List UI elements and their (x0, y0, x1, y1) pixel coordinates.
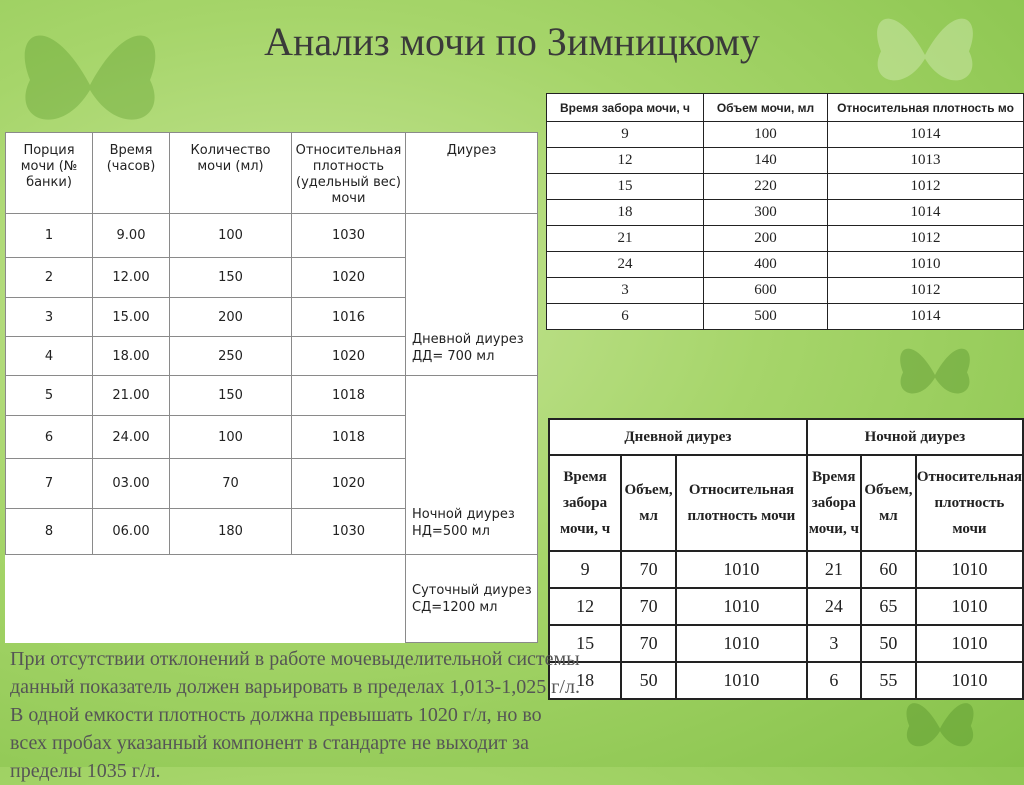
explanatory-note: При отсутствии отклонений в работе мочевыделительной системы данный показатель должен варьировать в пределах 1,013-1,025 г/л. В одной емкости плотность должна превышать 1020 г/л, но во всех пробах указанный компонент в стандарте не выходит за пределы 1035 г/л. (10, 648, 580, 782)
table-row (6, 555, 538, 643)
header-volume: Объем мочи, мл (704, 94, 828, 122)
cell: 18 (549, 662, 621, 699)
cell: 12 (547, 148, 704, 174)
header-time: Время (часов) (93, 133, 170, 214)
cell: 1010 (916, 588, 1023, 625)
cell: 150 (170, 376, 292, 416)
cell: 1012 (828, 226, 1024, 252)
table-row (547, 304, 1024, 330)
cell: 1012 (828, 174, 1024, 200)
cell: 18 (547, 200, 704, 226)
day-diuresis-cell: Дневной диурез ДД= 700 мл (406, 214, 538, 376)
cell: 100 (170, 214, 292, 258)
cell: 1010 (916, 625, 1023, 662)
cell: 100 (704, 122, 828, 148)
cell: 1014 (828, 304, 1024, 330)
cell: 200 (170, 298, 292, 337)
cell: 18.00 (93, 337, 170, 376)
cell: 1018 (292, 416, 406, 459)
cell: 600 (704, 278, 828, 304)
cell: 1 (6, 214, 93, 258)
cell: 21 (807, 551, 861, 588)
cell: 24 (807, 588, 861, 625)
header-portion: Порция мочи (№ банки) (6, 133, 93, 214)
cell: 12.00 (93, 258, 170, 298)
day-night-diuresis-table (548, 418, 1024, 700)
cell: 4 (6, 337, 93, 376)
cell: 1010 (676, 662, 807, 699)
table-row (6, 376, 538, 416)
cell: 3 (807, 625, 861, 662)
cell: 15 (547, 174, 704, 200)
cell: 24 (547, 252, 704, 278)
butterfly-decoration-icon (890, 690, 990, 767)
cell: 220 (704, 174, 828, 200)
cell: 7 (6, 459, 93, 509)
table-row (547, 252, 1024, 278)
cell: 150 (170, 258, 292, 298)
table-row (547, 174, 1024, 200)
cell: 1010 (676, 625, 807, 662)
slide-title: Анализ мочи по Зимницкому (264, 19, 760, 64)
cell: 24.00 (93, 416, 170, 459)
cell: 50 (621, 662, 676, 699)
cell: 1010 (828, 252, 1024, 278)
cell: 9 (547, 122, 704, 148)
sub-header: Относительная плотность мочи (676, 455, 807, 551)
table-row (549, 551, 1023, 588)
night-diuresis-cell: Ночной диурез НД=500 мл (406, 376, 538, 555)
cell: 200 (704, 226, 828, 252)
cell: 70 (621, 625, 676, 662)
cell: 9 (549, 551, 621, 588)
cell: 250 (170, 337, 292, 376)
cell: 21.00 (93, 376, 170, 416)
cell: 100 (170, 416, 292, 459)
cell: 1014 (828, 200, 1024, 226)
table-row (549, 588, 1023, 625)
cell: 1010 (916, 551, 1023, 588)
table-row (549, 625, 1023, 662)
cell: 15 (549, 625, 621, 662)
sub-header: Время забора мочи, ч (807, 455, 861, 551)
header-diuresis: Диурез (406, 133, 538, 214)
sub-header: Время забора мочи, ч (549, 455, 621, 551)
urine-collection-table (546, 93, 1024, 330)
cell: 1010 (676, 588, 807, 625)
zimnitsky-results-table (5, 132, 538, 643)
header-density: Относительная плотность (удельный вес) мочи (292, 133, 406, 214)
cell: 300 (704, 200, 828, 226)
cell: 9.00 (93, 214, 170, 258)
cell: 1013 (828, 148, 1024, 174)
sub-header: Относительная плотность мочи (916, 455, 1023, 551)
cell: 21 (547, 226, 704, 252)
table-row (547, 226, 1024, 252)
cell: 6 (547, 304, 704, 330)
table-row (547, 200, 1024, 226)
cell: 6 (6, 416, 93, 459)
cell: 1016 (292, 298, 406, 337)
empty-cell (6, 555, 406, 643)
table-row (549, 662, 1023, 699)
cell: 70 (621, 551, 676, 588)
cell: 1020 (292, 337, 406, 376)
cell: 06.00 (93, 509, 170, 555)
cell: 60 (861, 551, 916, 588)
cell: 140 (704, 148, 828, 174)
table-row (547, 278, 1024, 304)
table-row (547, 122, 1024, 148)
header-collect-time: Время забора мочи, ч (547, 94, 704, 122)
group-day-header: Дневной диурез (549, 419, 807, 455)
cell: 1030 (292, 509, 406, 555)
cell: 65 (861, 588, 916, 625)
cell: 70 (621, 588, 676, 625)
cell: 500 (704, 304, 828, 330)
cell: 400 (704, 252, 828, 278)
cell: 3 (6, 298, 93, 337)
sub-header: Объем, мл (861, 455, 916, 551)
cell: 1020 (292, 459, 406, 509)
header-volume: Количество мочи (мл) (170, 133, 292, 214)
cell: 2 (6, 258, 93, 298)
sub-header: Объем, мл (621, 455, 676, 551)
cell: 180 (170, 509, 292, 555)
header-density: Относительная плотность мо (828, 94, 1024, 122)
cell: 1030 (292, 214, 406, 258)
cell: 8 (6, 509, 93, 555)
cell: 1020 (292, 258, 406, 298)
cell: 55 (861, 662, 916, 699)
cell: 5 (6, 376, 93, 416)
cell: 03.00 (93, 459, 170, 509)
cell: 6 (807, 662, 861, 699)
total-diuresis-cell: Суточный диурез СД=1200 мл (406, 555, 538, 643)
cell: 15.00 (93, 298, 170, 337)
table-row (547, 148, 1024, 174)
group-night-header: Ночной диурез (807, 419, 1023, 455)
cell: 3 (547, 278, 704, 304)
cell: 1012 (828, 278, 1024, 304)
cell: 1010 (676, 551, 807, 588)
table-row (6, 214, 538, 258)
cell: 12 (549, 588, 621, 625)
butterfly-decoration-icon (880, 335, 990, 415)
cell: 50 (861, 625, 916, 662)
cell: 1014 (828, 122, 1024, 148)
cell: 1010 (916, 662, 1023, 699)
cell: 1018 (292, 376, 406, 416)
cell: 70 (170, 459, 292, 509)
